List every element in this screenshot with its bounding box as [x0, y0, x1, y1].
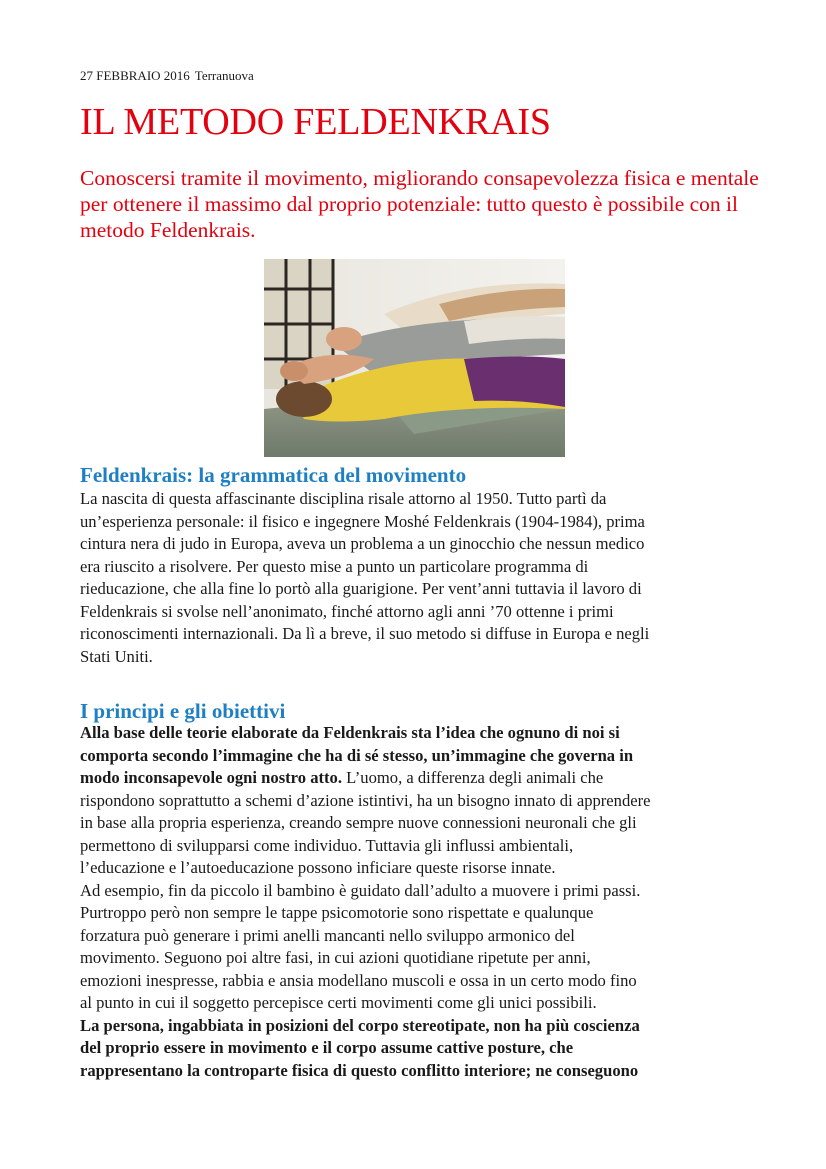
paragraph-line: cintura nera di judo in Europa, aveva un problema a un ginocchio che nessun medico	[80, 534, 645, 553]
dateline	[80, 68, 254, 84]
bold-closing-line: rappresentano la controparte fisica di questo conflitto interiore; ne conseguono	[80, 1060, 639, 1080]
article-title: IL METODO FELDENKRAIS	[80, 101, 551, 143]
section-heading-grammar: Feldenkrais: la grammatica del movimento	[80, 463, 467, 487]
paragraph-line: rieducazione, che alla fine lo portò alla guarigione. Per vent’anni tuttavia il lavoro di	[80, 579, 642, 598]
paragraph-line: Ad esempio, fin da piccolo il bambino è guidato dall’adulto a muovere i primi passi.	[80, 880, 641, 900]
paragraph-line: l’educazione e l’autoeducazione possono inficiare queste risorse innate.	[80, 858, 556, 877]
paragraph-line: emozioni inespresse, rabbia e ansia modellano muscoli e ossa in un certo modo fino	[80, 970, 637, 990]
article-subtitle: Conoscersi tramite il movimento, migliorando consapevolezza fisica e mentale per ottenere il massimo dal proprio potenziale: tutto questo è possibile con il metodo Feldenkrais.	[80, 166, 759, 242]
paragraph-line: Purtroppo però non sempre le tappe psicomotorie sono rispettate e qualunque	[80, 903, 594, 922]
section-heading-principles: I principi e gli obiettivi	[80, 699, 286, 723]
paragraph-line: movimento. Seguono poi altre fasi, in cui azioni quotidiane ripetute per anni,	[80, 948, 591, 967]
article-source: Terranuova	[194, 68, 254, 83]
bold-closing-line: La persona, ingabbiata in posizioni del corpo stereotipate, non ha più coscienza	[80, 1015, 640, 1035]
bold-closing-line: del proprio essere in movimento e il corpo assume cattive posture, che	[80, 1038, 574, 1057]
paragraph-line: era riuscito a risolvere. Per questo mise a punto un particolare programma di	[80, 556, 589, 576]
photo-illustration	[264, 259, 565, 457]
article-date: 27 FEBBRAIO 2016	[80, 68, 190, 83]
paragraph-line: La nascita di questa affascinante disciplina risale attorno al 1950. Tutto partì da	[80, 489, 607, 508]
paragraph-line: un’esperienza personale: il fisico e ingegnere Moshé Feldenkrais (1904-1984), prima	[80, 511, 645, 531]
paragraph-line: Stati Uniti.	[80, 646, 153, 666]
paragraph-line: permettono di svilupparsi come individuo. Tuttavia gli influssi ambientali,	[80, 835, 574, 855]
paragraph-line: rispondono soprattutto a schemi d’azione istintivi, ha un bisogno innato di apprendere	[80, 790, 651, 810]
bold-intro-line: comporta secondo l’immagine che ha di sé stesso, un’immagine che governa in	[80, 745, 634, 765]
bold-intro-line: Alla base delle teorie elaborate da Feldenkrais sta l’idea che ognuno di noi si	[80, 723, 620, 742]
section-body-principles	[80, 722, 760, 1082]
mixed-line	[80, 767, 760, 790]
paragraph-text: L’uomo, a differenza degli animali che	[341, 768, 604, 787]
paragraph-line: al punto in cui il soggetto percepisce certi movimenti come gli unici possibili.	[80, 993, 597, 1012]
paragraph-line: in base alla propria esperienza, creando sempre nuove connessioni neuronali che gli	[80, 813, 637, 832]
section-body-grammar	[80, 488, 760, 668]
paragraph-line: riconoscimenti internazionali. Da lì a breve, il suo metodo si diffuse in Europa e negli	[80, 624, 650, 643]
bold-intro-end: modo inconsapevole ogni nostro atto.	[80, 768, 342, 787]
article-photo	[264, 259, 565, 457]
paragraph-line: forzatura può generare i primi anelli mancanti nello sviluppo armonico del	[80, 925, 575, 945]
paragraph-line: Feldenkrais si svolse nell’anonimato, finché attorno agli anni ’70 ottenne i primi	[80, 601, 614, 621]
